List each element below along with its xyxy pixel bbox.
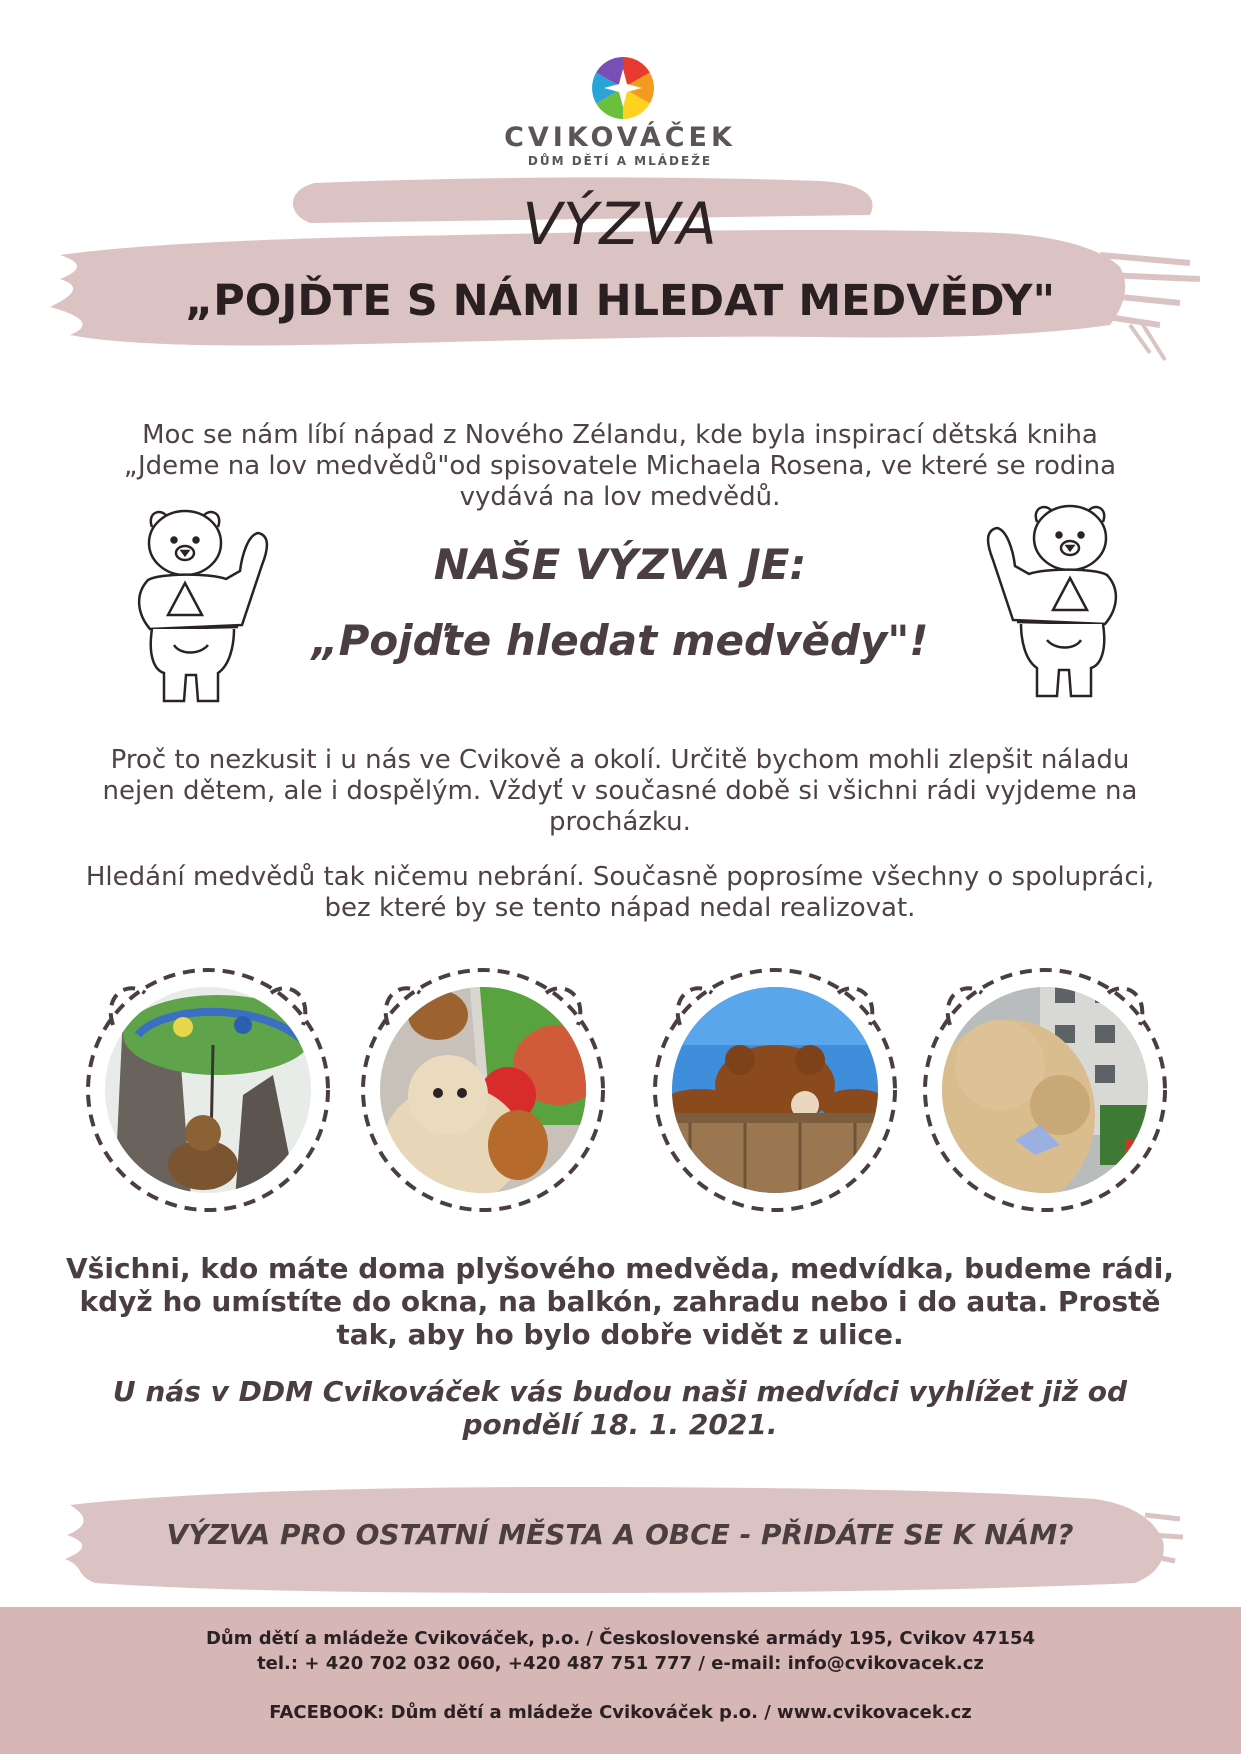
kicker-title: VÝZVA [522, 190, 718, 258]
body-paragraph-2: Hledání medvědů tak ničemu nebrání. Současně poprosíme všechny o spolupráci, bez které by se tento nápad nedal realizovat. [85, 862, 1155, 923]
cta-banner-text: VÝZVA PRO OSTATNÍ MĚSTA A OBCE - PŘIDÁTE SE K NÁM? [166, 1518, 1074, 1551]
bear-photo-window-sill [358, 955, 608, 1225]
bear-illustration-left [130, 505, 280, 705]
logo-subtitle: DŮM DĚTÍ A MLÁDEŽE [527, 154, 713, 168]
footer-contact: tel.: + 420 702 032 060, +420 487 751 777 / e-mail: info@cvikovacek.cz [257, 1653, 984, 1674]
page-title: „POJĎTE S NÁMI HLEDAT MEDVĚDY" [185, 276, 1055, 326]
bear-photo-fence-sky [650, 955, 900, 1225]
bear-photo-umbrella-tree [83, 955, 333, 1225]
logo-star-icon [590, 55, 656, 121]
footer-facebook: FACEBOOK: Dům dětí a mládeže Cvikováček p.o. / www.cvikovacek.cz [269, 1702, 972, 1723]
challenge-quote: „Pojďte hledat medvědy"! [311, 616, 929, 665]
call-to-action-paragraph: Všichni, kdo máte doma plyšového medvěda, medvídka, budeme rádi, když ho umístíte do okna, na balkón, zahradu nebo i do auta. Prostě tak, aby ho bylo dobře vidět z ulice. [66, 1252, 1174, 1351]
logo-name: CVIKOVÁČEK [504, 122, 736, 153]
body-paragraph-1: Proč to nezkusit i u nás ve Cvikově a okolí. Určitě bychom mohli zlepšit náladu nejen dětem, ale i dospělým. Vždyť v současné době si všichni rádi vyjdeme na procházku. [102, 745, 1138, 837]
footer-address: Dům dětí a mládeže Cvikováček, p.o. / Československé armády 195, Cvikov 47154 [205, 1628, 1036, 1649]
start-date-paragraph: U nás v DDM Cvikováček vás budou naši medvídci vyhlížet již od pondělí 18. 1. 2021. [112, 1375, 1128, 1441]
bear-photo-balcony [920, 955, 1170, 1225]
challenge-heading: NAŠE VÝZVA JE: [433, 540, 807, 589]
bear-illustration-right [975, 500, 1125, 700]
intro-paragraph: Moc se nám líbí nápad z Nového Zélandu, kde byla inspirací dětská kniha „Jdeme na lov medvědů"od spisovatele Michaela Rosena, ve které se rodina vydává na lov medvědů. [123, 420, 1117, 512]
